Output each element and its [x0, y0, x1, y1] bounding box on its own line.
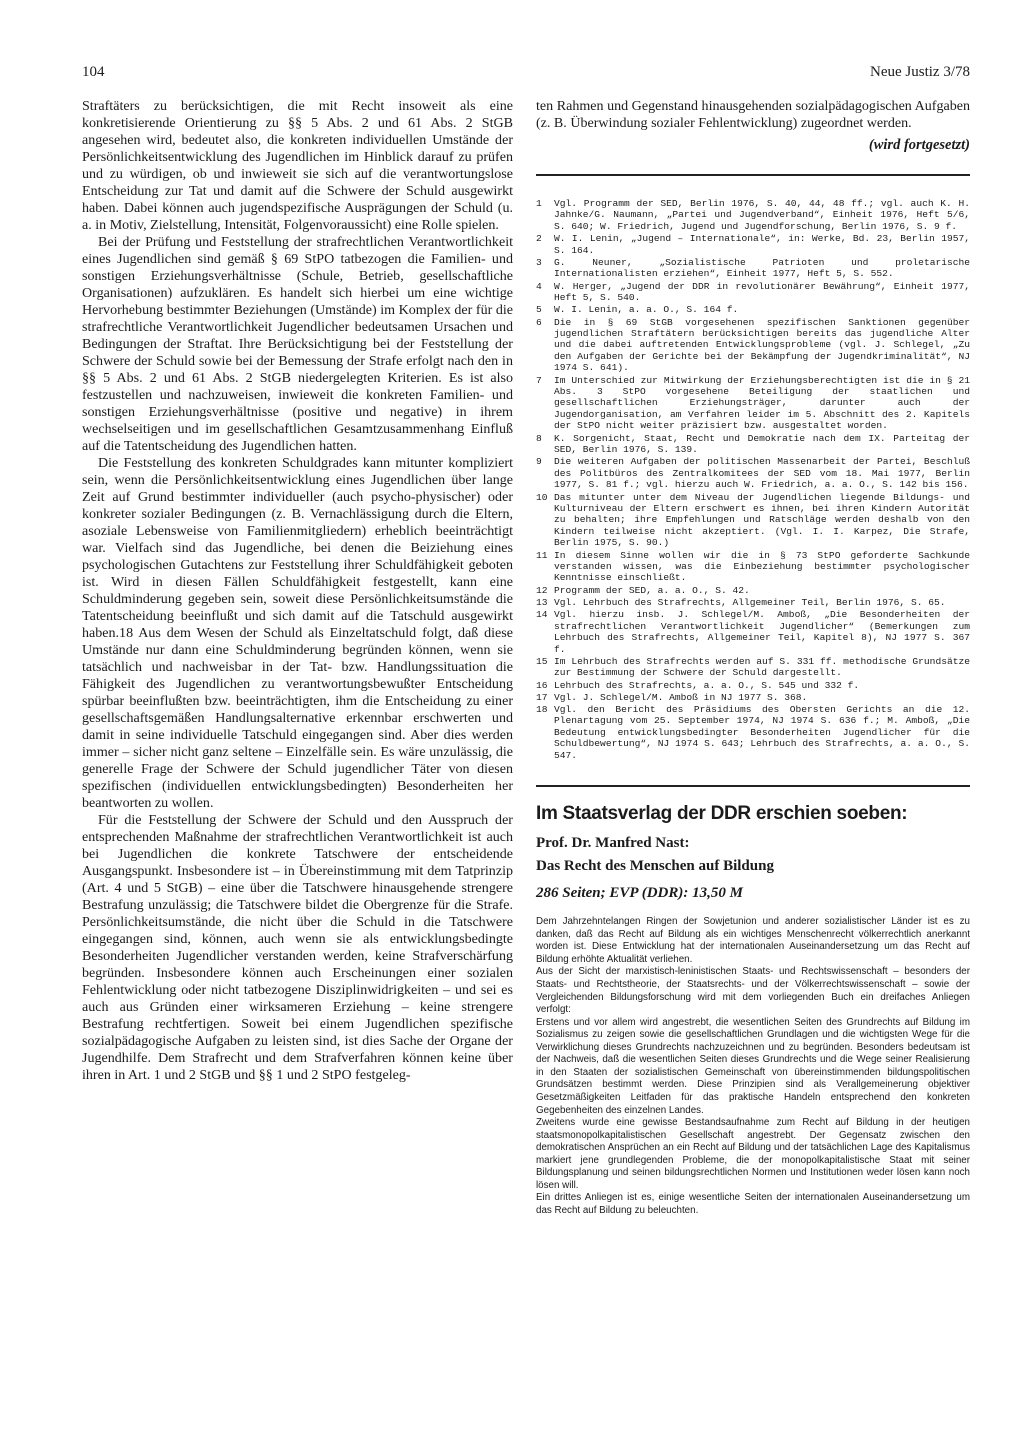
footnote-text: Vgl. Lehrbuch des Strafrechts, Allgemeiner Teil, Berlin 1976, S. 65. — [554, 596, 946, 608]
footnote-text: G. Neuner, „Sozialistische Patrioten und proletarische Internationalisten erziehen“, Einheit 1977, Heft 5, S. 552. — [554, 256, 970, 280]
footnote — [536, 680, 970, 691]
journal-issue: Neue Justiz 3/78 — [870, 64, 970, 80]
footnote-number: 17 — [536, 691, 548, 703]
body-paragraph: Für die Feststellung der Schwere der Schuld und den Ausspruch der entsprechenden Maßnahme der strafrechtlichen Verantwortlichkeit ist auch bei Jugendlichen die konkrete Tatschwere der entscheidende Ausgangspunkt. Insbesondere ist – in Übereinstimmung mit dem Tatprinzip (Art. 4 und 5 StGB) – eine über die Tatschwere hinausgehende strengere Bestrafung unzulässig; die Tatschwere bildet die Obergrenze für die Strafe. Persönlichkeitsumstände, die nicht über die Schuld in die Tatschwere eingegangen sind, können, auch wenn sie als entwicklungsbedingte Besonderheiten Jugendlicher verstanden werden, keine Strafverschärfung begründen. Insbesondere können auch Erscheinungen einer sozialen Fehlentwicklung oder nicht tatbezogene Disziplinwidrigkeiten – und sei es auch aus Gründen einer wirksameren Erziehung – keine strengere Bestrafung rechtfertigen. Soweit bei einem Jugendlichen spezifische sozialpädagogische Aufgaben zu leisten sind, ist dies Sache der Organe der Jugendhilfe. Dem Strafrecht und dem Strafverfahren können keine über ihren in Art. 1 und 2 StGB und §§ 1 und 2 StPO festgeleg- — [82, 812, 513, 1083]
description-paragraph: Aus der Sicht der marxistisch-leninistischen Staats- und Rechtswissenschaft – besonders der Staats- und Rechtstheorie, der Staatsrechts- und der Völkerrechtswissenschaft – sowie der Vergleichenden Bildungsforschung wird mit dem vorliegenden Buch ein dreifaches Anliegen verfolgt: — [536, 966, 970, 1016]
book-description — [536, 916, 970, 1217]
page-header — [82, 64, 970, 86]
body-paragraph: Straftäters zu berücksichtigen, die mit Recht insoweit als eine konkretisierende Orientierung zu §§ 5 Abs. 2 und 61 Abs. 2 StGB angesehen wird, bedeutet also, die konkreten individuellen Umstände der Persönlichkeitsentwicklung des Jugendlichen im Hinblick darauf zu prüfen und zu würdigen, ob und inwieweit sie sich auf die verantwortungslose Entscheidung zur Tat und damit auf die Schwere der Schuld ausgewirkt haben. Dabei können auch jugendspezifische Ausprägungen der Schuld (u. a. in Motiv, Zielstellung, Intensität, Folgenvoraussicht) eine Rolle spielen. — [82, 98, 513, 233]
body-paragraph: Bei der Prüfung und Feststellung der strafrechtlichen Verantwortlichkeit eines Jugendlichen sind gemäß § 69 StPO tatbezogen die Familien- und sonstigen Erziehungsverhältnisse (Schule, Betrieb, gesellschaftliche Organisationen) aufzuklären. Es handelt sich hierbei um eine wichtige Hervorhebung bestimmter Beziehungen (Umstände) im Komplex der für die strafrechtliche Verantwortlichkeit Jugendlicher bedeutsamen Ursachen und Bedingungen der Straftat. Ihre Berücksichtigung bei der Feststellung der Schwere der Schuld sowie bei der Bemessung der Strafe erfolgt nach den in §§ 5 Abs. 2 und 61 Abs. 2 StGB niedergelegten Kriterien. Es ist also festzustellen und nachzuweisen, inwieweit die konkreten Familien- und sonstigen Erziehungsverhältnisse (positive und negative) in ihrem wechselseitigen und im gesellschaftlichen Gesamtzusammenhang Einfluß auf die Tatentscheidung des Jugendlichen hatten. — [82, 234, 513, 454]
footnotes-list — [536, 198, 970, 761]
footnote-number: 4 — [536, 280, 542, 292]
left-column — [82, 98, 513, 1428]
footnote-text: In diesem Sinne wollen wir die in § 73 StPO geforderte Sachkunde verstanden wissen, was die Einbeziehung bestimmter psychologischer Kenntnisse einschließt. — [554, 549, 970, 584]
footnote-number: 12 — [536, 584, 548, 596]
footnote-number: 6 — [536, 316, 542, 328]
footnote — [536, 656, 970, 679]
footnote-number: 3 — [536, 256, 542, 268]
description-paragraph: Ein drittes Anliegen ist es, einige wesentliche Seiten der internationalen Auseinandersetzung um das Recht auf Bildung zu beleuchten. — [536, 1192, 970, 1216]
footnote-text: Vgl. Programm der SED, Berlin 1976, S. 40, 44, 48 ff.; vgl. auch K. H. Jahnke/G. Naumann, „Partei und Jugendverband“, Einheit 1976, Heft 5/6, S. 640; W. Friedrich, Jugend und Jugendforschung, Berlin 1976, S. 9 f. — [554, 198, 970, 232]
footnote — [536, 304, 970, 315]
footnote-divider — [536, 174, 970, 176]
footnote-number: 10 — [536, 491, 548, 503]
footnote — [536, 597, 970, 608]
footnote-number: 15 — [536, 655, 548, 667]
footnote-text: Die weiteren Aufgaben der politischen Massenarbeit der Partei, Beschluß des Politbüros des Zentralkomitees der SED vom 18. Mai 1977, Berlin 1977, S. 81 f.; vgl. hierzu auch W. Friedrich, a. a. O., S. 142 bis 156. — [554, 456, 970, 491]
footnote — [536, 198, 970, 232]
footnote-text: Das mitunter unter dem Niveau der Jugendlichen liegende Bildungs- und Kulturniveau der Eltern erschwert es ihnen, bei ihren Kindern Autorität zu behalten; ihre Empfehlungen und Ratschläge werden deshalb von den Kindern teilweise nicht akzeptiert. (Vgl. I. I. Karpez, Die Strafe, Berlin 1975, S. 90.) — [554, 491, 970, 549]
footnote — [536, 257, 970, 280]
footnote — [536, 317, 970, 374]
book-price: 286 Seiten; EVP (DDR): 13,50 M — [536, 885, 743, 902]
footnote — [536, 375, 970, 432]
footnote-text: W. I. Lenin, a. a. O., S. 164 f. — [554, 304, 739, 316]
footnote — [536, 692, 970, 703]
footnote — [536, 456, 970, 490]
footnote-text: W. I. Lenin, „Jugend – Internationale“, in: Werke, Bd. 23, Berlin 1957, S. 164. — [554, 233, 970, 256]
book-author: Prof. Dr. Manfred Nast: — [536, 835, 690, 852]
footnote — [536, 492, 970, 549]
footnote-text: Im Lehrbuch des Strafrechts werden auf S. 331 ff. methodische Grundsätze zur Bestimmung der Schwere der Schuld dargestellt. — [554, 655, 970, 679]
footnote-text: Vgl. J. Schlegel/M. Amboß in NJ 1977 S. 368. — [554, 691, 808, 703]
footnote-text: Im Unterschied zur Mitwirkung der Erziehungsberechtigten ist die in § 21 Abs. 3 StPO vorgesehene Beteiligung der staatlichen und gesellschaftlichen Erziehungsträger, darunter auch der Jugendorganisation, am Verfahren leider im 5. Abschnitt des 2. Kapitels der StPO nicht weiter präzisiert bzw. ausgestaltet worden. — [554, 374, 970, 432]
footnote-text: K. Sorgenicht, Staat, Recht und Demokratie nach dem IX. Parteitag der SED, Berlin 1976, S. 139. — [554, 432, 970, 456]
book-title: Das Recht des Menschen auf Bildung — [536, 858, 774, 875]
footnote — [536, 433, 970, 456]
footnote — [536, 550, 970, 584]
to-be-continued-note: (wird fortgesetzt) — [868, 137, 970, 153]
footnote-number: 9 — [536, 456, 542, 468]
description-paragraph: Dem Jahrzehntelangen Ringen der Sowjetunion und anderer sozialistischer Länder ist es zu danken, daß das Recht auf Bildung als ein wichtiges Menschenrecht völkerrechtlich anerkannt worden ist. Diese Entwicklung hat der internationalen Auseinandersetzung um das Recht auf Bildung erhöhte Aktualität verliehen. — [536, 916, 970, 965]
footnote-number: 8 — [536, 432, 542, 444]
right-column — [536, 98, 970, 1428]
footnote-number: 1 — [536, 198, 542, 209]
page-number: 104 — [82, 64, 105, 80]
footnote — [536, 585, 970, 596]
footnote — [536, 233, 970, 256]
body-paragraph: Die Feststellung des konkreten Schuldgrades kann mitunter kompliziert sein, wenn die Persönlichkeitsentwicklung eines Jugendlichen über lange Zeit auf Grund bestimmter individueller (auch psycho-physischer) oder konkreter sozialer Bedingungen (z. B. Vernachlässigung durch die Eltern, asoziale Lebensweise von Familienmitgliedern) erheblich beeinträchtigt war. Vielfach sind das Jugendliche, bei denen die Beiziehung eines psychologischen Gutachtens zur Feststellung ihrer Schuldfähigkeit geboten ist. Wird in diesen Fällen Schuldfähigkeit festgestellt, kann eine Schuldminderung gegeben sein, soweit diese Persönlichkeitsumstände die Tatentscheidung beeinflußt und sich damit auf die Tatschuld ausgewirkt haben.18 Aus dem Wesen der Schuld als Einzeltatschuld folgt, daß diese Umstände nur dann eine Schuldminderung begründen können, wenn sie tatsächlich und nachweisbar in der Tat- bzw. Handlungssituation die Fähigkeit des Jugendlichen zu verantwortungsbewußter Entscheidung spürbar beeinflußten bzw. beeinträchtigten, ihm die Entscheidung zu einer gesellschaftsgemäßen Handlungsalternative erkennbar erschwerten und damit in seine individuelle Tatschuld eingegangen sind. Aber dies werden immer – sicher nicht ganz seltene – Einzelfälle sein. Es wäre unzulässig, die generelle Frage der Schwere der Schuld jugendlicher Täter von diesen spezifischen (individuellen entwicklungsbedingten) Besonderheiten her beantworten zu wollen. — [82, 455, 513, 811]
continued-paragraph: ten Rahmen und Gegenstand hinausgehenden sozialpädagogischen Aufgaben (z. B. Überwindung sozialer Fehlentwicklung) zugeordnet werden. — [536, 98, 970, 131]
footnote-text: Vgl. hierzu insb. J. Schlegel/M. Amboß, „Die Besonderheiten der strafrechtlichen Verantwortlichkeit Jugendlicher“ (Bemerkungen zum Lehrbuch des Strafrechts, Allgemeiner Teil, Kapitel 8), NJ 1977 S. 367 f. — [554, 609, 970, 655]
footnote-number: 13 — [536, 596, 548, 608]
footnote — [536, 609, 970, 655]
footnote-text: Die in § 69 StGB vorgesehenen spezifischen Sanktionen gegenüber jugendlichen Straftätern berücksichtigen bereits das jugendliche Alter und die dabei auftretenden Entwicklungsprobleme (vgl. J. Schlegel, „Zu den Aufgaben der Gerichte bei der Bekämpfung der Jugendkriminalität“, NJ 1974 S. 641). — [554, 316, 970, 374]
footnote-number: 14 — [536, 609, 548, 621]
footnote-number: 2 — [536, 233, 542, 245]
footnote-text: Lehrbuch des Strafrechts, a. a. O., S. 545 und 332 f. — [554, 679, 860, 691]
footnote-number: 5 — [536, 304, 542, 316]
footnote-number: 16 — [536, 679, 548, 691]
book-advertisement — [536, 803, 970, 1217]
footnote-text: W. Herger, „Jugend der DDR in revolutionärer Bewährung“, Einheit 1977, Heft 5, S. 540. — [554, 280, 970, 304]
description-paragraph: Erstens und vor allem wird angestrebt, die wesentlichen Seiten des Grundrechts auf Bildung im Sozialismus zu zeigen sowie die gesellschaftlichen Grundlagen und die wichtigsten Wege für die Verwirklichung dieses Grundrechts nachzuzeichnen und zu begründen. Besonders bedeutsam ist der Nachweis, daß die wesentlichen Seiten dieses Grundrechts und die Wege seiner Realisierung in den Staaten der sozialistischen Gemeinschaft von übereinstimmenden bildungspolitischen Grundsätzen bestimmt werden. Diese Prinzipien sind als Verallgemeinerung objektiver Gesetzmäßigkeiten Leitfaden für das praktische Handeln entsprechend den konkreten Gegebenheiten des einzelnen Landes. — [536, 1016, 970, 1116]
footnote — [536, 281, 970, 304]
description-paragraph: Zweitens wurde eine gewisse Bestandsaufnahme zum Recht auf Bildung in der heutigen staatsmonopolkapitalistischen Gesellschaft angestrebt. Der Gegensatz zwischen den demokratischen Ansprüchen an ein Recht auf Bildung und der tatsächlichen Lage des Kapitalismus markiert jene grundlegenden Probleme, die der monopolkapitalistische Staat mit seiner Bildungsplanung und seinen bildungsrechtlichen Normen und Institutionen weder lösen kann noch lösen will. — [536, 1117, 970, 1191]
footnote-text: Programm der SED, a. a. O., S. 42. — [554, 584, 750, 596]
footnote-number: 7 — [536, 374, 542, 386]
footnote — [536, 704, 970, 761]
footnote-number: 18 — [536, 704, 548, 716]
advertisement-divider — [536, 785, 970, 787]
publisher-heading: Im Staatsverlag der DDR erschien soeben: — [536, 803, 908, 825]
footnote-number: 11 — [536, 549, 548, 561]
footnote-text: Vgl. den Bericht des Präsidiums des Obersten Gerichts an die 12. Plenartagung vom 25. September 1974, NJ 1974 S. 636 f.; M. Amboß, „Die Bedeutung entwicklungsbedingter Besonderheiten Jugendlicher für die Schuldbewertung“, NJ 1974 S. 643; Lehrbuch des Strafrechts, a. a. O., S. 547. — [554, 704, 970, 761]
